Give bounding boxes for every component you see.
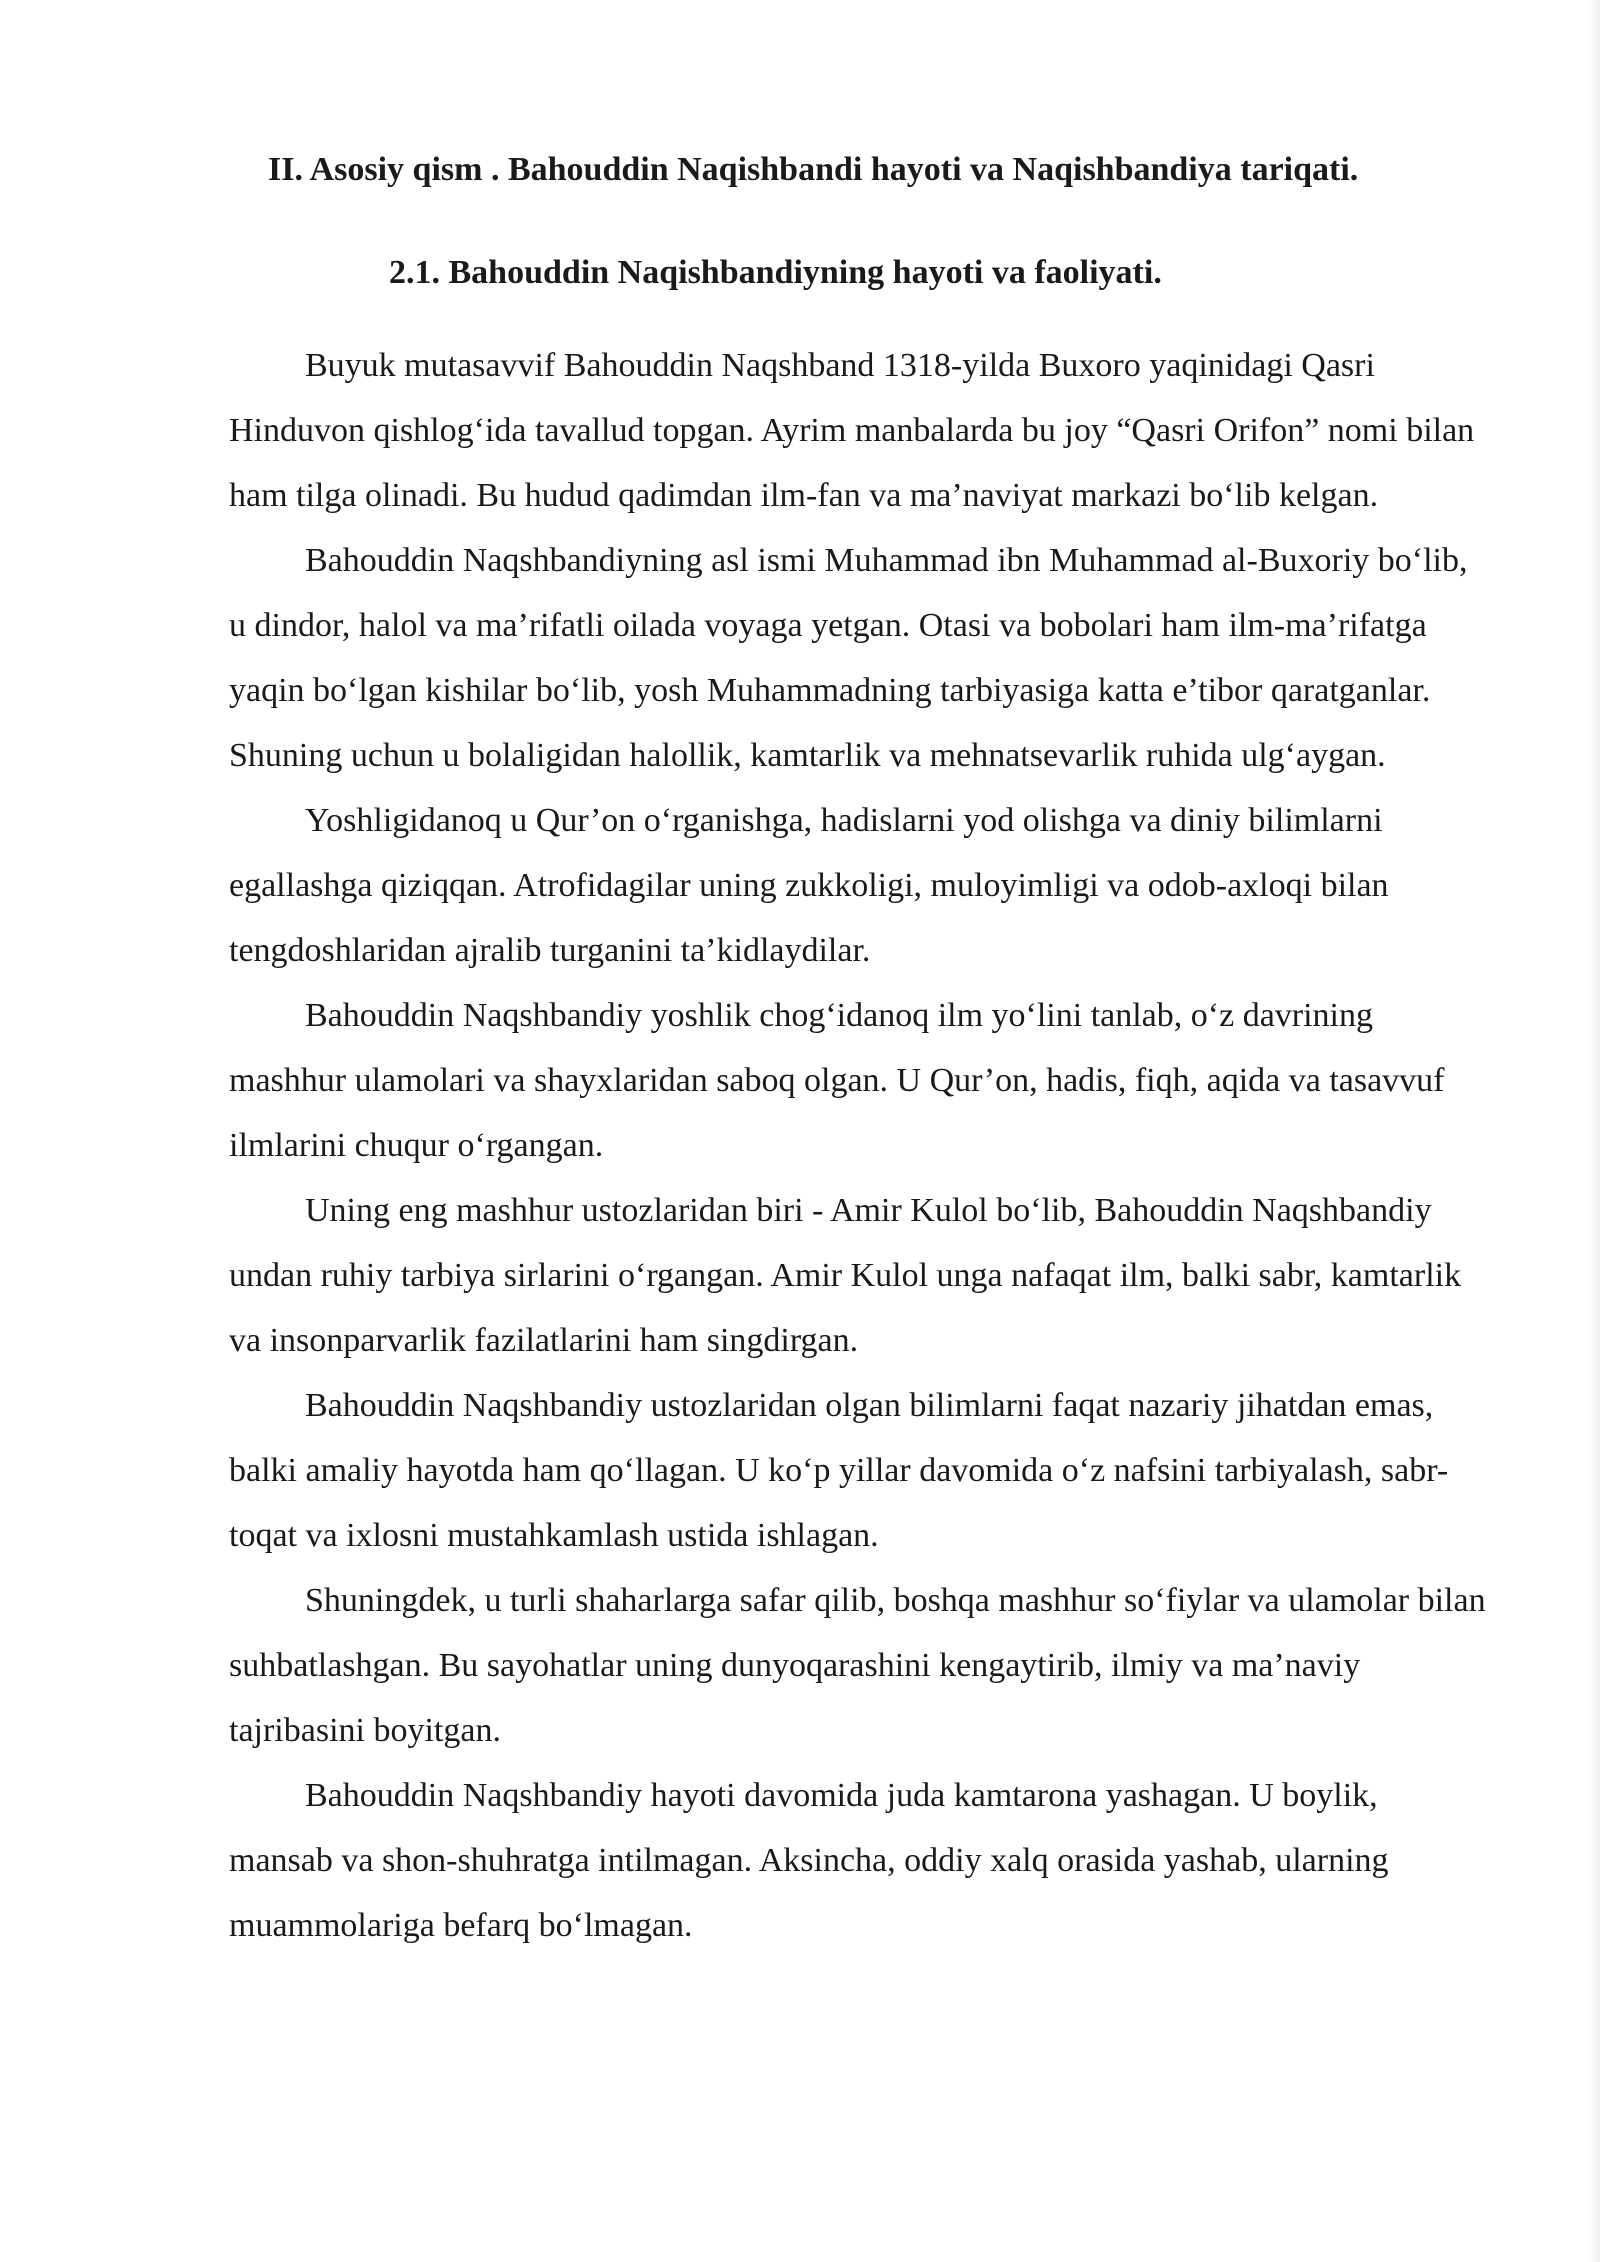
paragraph-birth: Buyuk mutasavvif Bahouddin Naqshband 1318-yilda Buxoro yaqinidagi Qasri Hinduvon qishlog‘ida tavallud topgan. Ayrim manbalarda bu joy “Qasri Orifon” nomi bilan ham tilga olinadi. Bu hudud qadimdan ilm-fan va ma’naviyat markazi bo‘lib kelgan. xyxy=(229,347,1475,514)
subsection-heading: 2.1. Bahouddin Naqishbandiyning hayoti va faoliyati. xyxy=(389,254,1162,291)
paragraph-education: Bahouddin Naqshbandiy yoshlik chog‘idanoq ilm yo‘lini tanlab, o‘z davrining mashhur ulamolari va shayxlaridan saboq olgan. U Qur’on, hadis, fiqh, aqida va tasavvuf ilmlarini chuqur o‘rgangan. xyxy=(229,997,1445,1164)
paragraph-teacher: Uning eng mashhur ustozlaridan biri - Amir Kulol bo‘lib, Bahouddin Naqshbandiy undan ruhiy tarbiya sirlarini o‘rgangan. Amir Kulol unga nafaqat ilm, balki sabr, kamtarlik va insonparvarlik fazilatlarini ham singdirgan. xyxy=(229,1192,1462,1359)
paragraph-practice: Bahouddin Naqshbandiy ustozlaridan olgan bilimlarni faqat nazariy jihatdan emas, balki amaliy hayotda ham qo‘llagan. U ko‘p yillar davomida o‘z nafsini tarbiyalash, sabr-toqat va ixlosni mustahkamlash ustida ishlagan. xyxy=(229,1387,1449,1554)
paragraph-youth: Yoshligidanoq u Qur’on o‘rganishga, hadislarni yod olishga va diniy bilimlarni egallashga qiziqqan. Atrofidagilar uning zukkoligi, muloyimligi va odob-axloqi bilan tengdoshlaridan ajralib turganini ta’kidlaydilar. xyxy=(229,802,1389,969)
paragraph-family: Bahouddin Naqshbandiyning asl ismi Muhammad ibn Muhammad al-Buxoriy bo‘lib, u dindor, halol va ma’rifatli oilada voyaga yetgan. Otasi va bobolari ham ilm-ma’rifatga yaqin bo‘lgan kishilar bo‘lib, yosh Muhammadning tarbiyasiga katta e’tibor qaratganlar. Shuning uchun u bolaligidan halollik, kamtarlik va mehnatsevarlik ruhida ulg‘aygan. xyxy=(229,542,1468,774)
paragraph-humility: Bahouddin Naqshbandiy hayoti davomida juda kamtarona yashagan. U boylik, mansab va shon-shuhratga intilmagan. Aksincha, oddiy xalq orasida yashab, ularning muammolariga befarq bo‘lmagan. xyxy=(229,1777,1389,1944)
document-body xyxy=(229,150,1489,1958)
page-edge-shadow xyxy=(1586,0,1600,2262)
section-heading: II. Asosiy qism . Bahouddin Naqishbandi hayoti va Naqishbandiya tariqati. xyxy=(268,151,1359,188)
paragraph-travels: Shuningdek, u turli shaharlarga safar qilib, boshqa mashhur so‘fiylar va ulamolar bilan suhbatlashgan. Bu sayohatlar uning dunyoqarashini kengaytirib, ilmiy va ma’naviy tajribasini boyitgan. xyxy=(229,1582,1486,1749)
